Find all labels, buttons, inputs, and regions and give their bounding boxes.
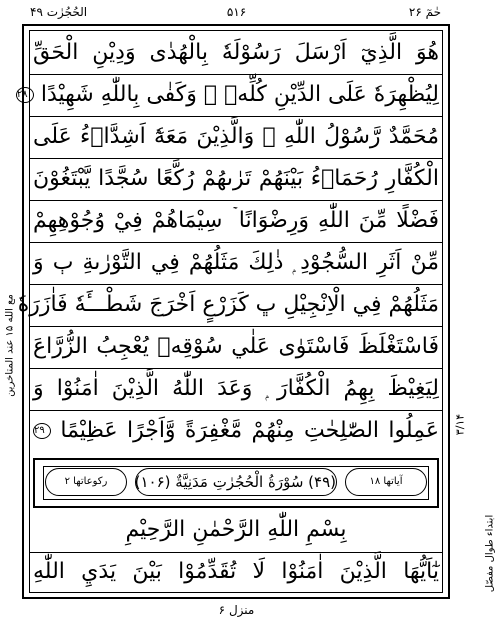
line-rule: [29, 326, 443, 327]
line-rule: [29, 200, 443, 201]
verse-line-2: [16, 76, 439, 114]
verse-line-1: هُوَ الَّذِيٓ اَرْسَلَ رَسُوْلَهٗ بِالْهُدٰى وَدِيْنِ الْحَقِّ: [33, 40, 439, 65]
line-rule: [29, 116, 443, 117]
page-number: ۵۱۶: [226, 5, 247, 19]
surah-ayat-count: آیاتها ۱۸: [345, 468, 427, 496]
ruku-marker: ۳/۱۴: [453, 413, 467, 436]
bismillah: بِسْمِ اللّٰهِ الرَّحْمٰنِ الرَّحِيْمِ: [125, 517, 347, 542]
line-rule: [29, 242, 443, 243]
verse-line-3: مُحَمَّدٌ رَّسُوْلُ اللّٰهِ ۭ وَالَّذِيْنَ مَعَهٗٓ اَشِدَّاۗءُ عَلَى: [33, 124, 439, 149]
verse-line-last: يٰٓاَيُّهَا الَّذِيْنَ اٰمَنُوْا لَا تُقَدِّمُوْا بَيْنَ يَدَيِ اللّٰهِ: [33, 559, 439, 584]
line-rule: [29, 284, 443, 285]
ayah-marker: ۲۸: [16, 87, 34, 103]
verse-line-4: الْكُفَّارِ رُحَمَاۗءُ بَيْنَهُمْ تَرٰىهُمْ رُكَّعًا سُجَّدًا يَّبْتَغُوْنَ: [33, 166, 439, 191]
surah-ruku-count: رکوعاتها ۲: [45, 468, 127, 496]
left-margin-note: مع الله ۱۵ عند المتاخرین: [4, 294, 16, 397]
verse-line-6: مِّنْ اَثَرِ السُّجُوْدِ ۭ ذٰلِكَ مَثَلُهُمْ فِي التَّوْرٰىةِ ٻ وَ: [33, 250, 439, 275]
verse-text: عَمِلُوا الصّٰلِحٰتِ مِنْهُمْ مَّغْفِرَةً وَّاَجْرًا عَظِيْمًا: [60, 418, 439, 443]
ayah-marker: ۲۹: [33, 423, 51, 439]
verse-line-9: لِيَغِيْظَ بِهِمُ الْكُفَّارَ ۭ وَعَدَ اللّٰهُ الَّذِيْنَ اٰمَنُوْا وَ: [33, 376, 439, 401]
verse-line-7: مَثَلُهُمْ فِي الْاِنْجِيْلِ ڀ كَزَرْعٍ اَخْرَجَ شَطْـــَٔهٗ فَاٰزَرَهٗ: [17, 292, 439, 317]
surah-title: (۴۹) سُوْرَةُ الْحُجُرٰتِ مَدَنِيَّةٌ (۱۰۶): [135, 468, 337, 496]
manzil-footer: منزل ۶: [218, 603, 255, 617]
line-rule: [29, 410, 443, 411]
line-rule: [29, 74, 443, 75]
page-header-right: حٰمٓ ۲۶: [408, 5, 441, 19]
verse-text: لِيُظْهِرَهٗ عَلَى الدِّيْنِ كُلِّهٖ ۭ وَكَفٰى بِاللّٰهِ شَهِيْدًا: [40, 82, 439, 107]
verse-line-5: فَضْلًا مِّنَ اللّٰهِ وَرِضْوَانًا ۡ سِيْمَاهُمْ فِيْ وُجُوْهِهِمْ: [33, 208, 439, 233]
right-margin-note: ابتداء طوال مفصّل: [484, 514, 496, 593]
verse-line-10: [33, 412, 439, 450]
surah-header-box: [33, 458, 439, 508]
line-rule: [29, 158, 443, 159]
line-rule: [29, 368, 443, 369]
verse-line-8: فَاسْتَغْلَظَ فَاسْتَوٰى عَلٰي سُوْقِهٖ يُعْجِبُ الزُّرَّاعَ: [33, 334, 439, 359]
page-header-left: الحُجُرٰت ۴۹: [30, 5, 88, 19]
